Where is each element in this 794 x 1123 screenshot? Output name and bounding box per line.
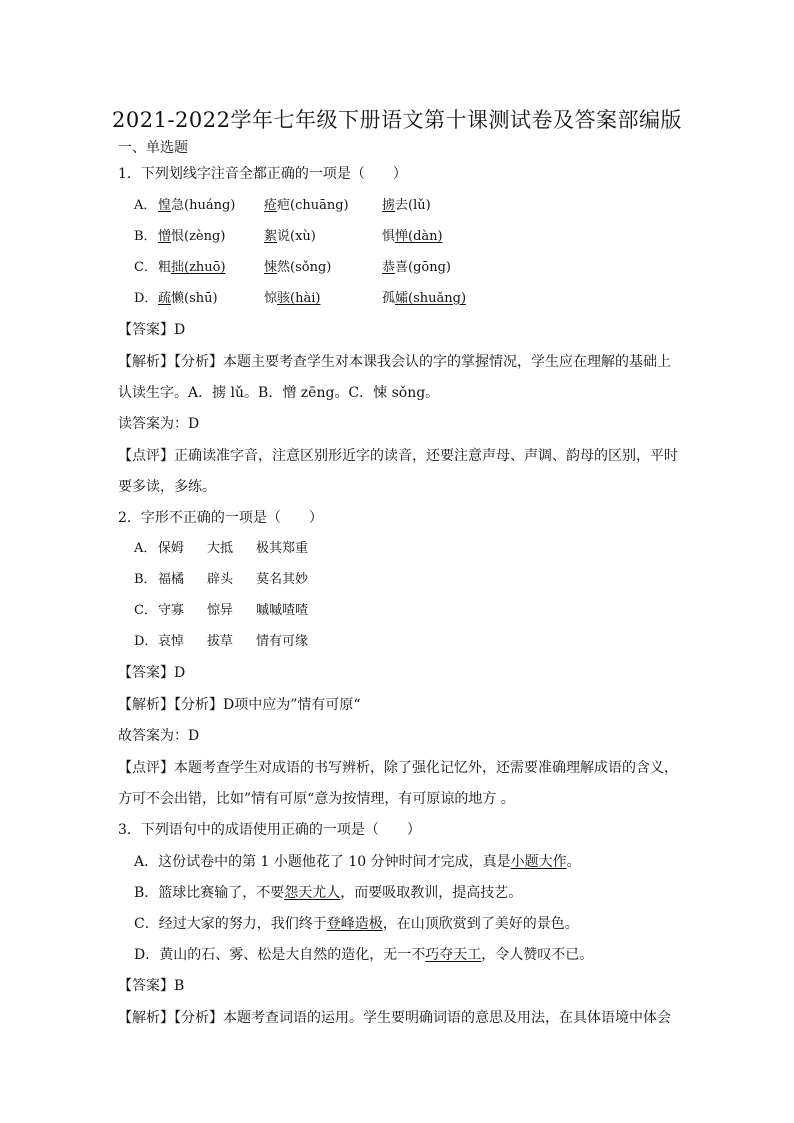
question-2-stem: 2．字形不正确的一项是（ ）: [118, 510, 323, 526]
question-3-analysis-line-1: 【解析】【分析】本题考查词语的运用。学生要明确词语的意思及用法，在具体语境中体会: [118, 1010, 671, 1026]
question-2-answer: 【答案】D: [118, 665, 186, 681]
question-1-comment-line-1: 【点评】正确读准字音，注意区别形近字的读音，还要注意声母、声调、韵母的区别，平时: [118, 448, 678, 464]
question-1-comment-line-2: 要多读，多练。: [118, 479, 216, 495]
question-3-answer: 【答案】B: [118, 978, 185, 994]
document-page: 2021-2022学年七年级下册语文第十课测试卷及答案部编版 一、单选题 1．下列划线字注音全都正确的一项是（ ） A． 惶急(huáng) 疮疤(chuāng) 掳去(lǔ) B． 憎恨(zèng) 絮说(xù) 惧惮(dàn) C． 粗拙(zhuō) 悚然(sǒng) 恭喜(gōng) D． 疏懒(shū) 惊骇(hài) 孤孀(shuǎng) 【答案】D 【解析】【分析】本题主要考查学生对本课我会认的字的掌握情况，学生应在理解的基础上 认读生字。A．掳 lǔ。B．憎 zēng。C．悚 sǒng。 读答案为：D 【点评】正确读准字音，注意区别形近字的读音，还要注意声母、声调、韵母的区别，平时 要多读，多练。 2．字形不正确的一项是（ ） A． 保姆 大抵 极其郑重 B． 福橘 辟头 莫名其妙 C． 守寡 惊异 嘁嘁喳喳 D． 哀悼 拔草 情有可缘 【答案】D 【解析】【分析】D项中应为”情有可原“ 故答案为：D 【点评】本题考查学生对成语的书写辨析，除了强化记忆外，还需要准确理解成语的含义， 方可不会出错，比如”情有可原“意为按情理，有可原谅的地方 。 3．下列语句中的成语使用正确的一项是（ ） A．这份试卷中的第 1 小题他花了 10 分钟时间才完成，真是小题大作。 B．篮球比赛输了，不要怨天尤人，而要吸取教训，提高技艺。 C．经过大家的努力，我们终于登峰造极，在山顶欣赏到了美好的景色。 D．黄山的石、雾、松是大自然的造化，无一不巧夺天工，令人赞叹不已。 【答案】B 【解析】【分析】本题考查词语的运用。学生要明确词语的意思及用法，在具体语境中体会: [0, 0, 794, 1123]
question-1-analysis-line-1: 【解析】【分析】本题主要考查学生对本课我会认的字的掌握情况，学生应在理解的基础上: [118, 354, 671, 370]
question-2-comment-line-2: 方可不会出错，比如”情有可原“意为按情理，有可原谅的地方 。: [118, 791, 515, 807]
question-3-stem: 3．下列语句中的成语使用正确的一项是（ ）: [118, 822, 421, 838]
question-3-option-a: A．这份试卷中的第 1 小题他花了 10 分钟时间才完成，真是小题大作。: [134, 854, 581, 870]
section-heading: 一、单选题: [118, 140, 188, 156]
question-3-option-d: D．黄山的石、雾、松是大自然的造化，无一不巧夺天工，令人赞叹不已。: [134, 947, 594, 963]
question-1-analysis-line-2: 认读生字。A．掳 lǔ。B．憎 zēng。C．悚 sǒng。: [118, 385, 440, 401]
question-1-final-answer: 读答案为：D: [118, 416, 200, 432]
question-3-option-b: B．篮球比赛输了，不要怨天尤人，而要吸取教训，提高技艺。: [134, 885, 523, 901]
question-2-analysis: 【解析】【分析】D项中应为”情有可原“: [118, 697, 361, 713]
question-2-final-answer: 故答案为：D: [118, 728, 200, 744]
question-2-comment-line-1: 【点评】本题考查学生对成语的书写辨析，除了强化记忆外，还需要准确理解成语的含义，: [118, 760, 678, 776]
question-1-answer: 【答案】D: [118, 322, 186, 338]
page-title: 2021-2022学年七年级下册语文第十课测试卷及答案部编版: [112, 108, 682, 132]
question-1-stem: 1．下列划线字注音全都正确的一项是（ ）: [118, 166, 407, 182]
question-3-option-c: C．经过大家的努力，我们终于登峰造极，在山顶欣赏到了美好的景色。: [134, 916, 579, 932]
